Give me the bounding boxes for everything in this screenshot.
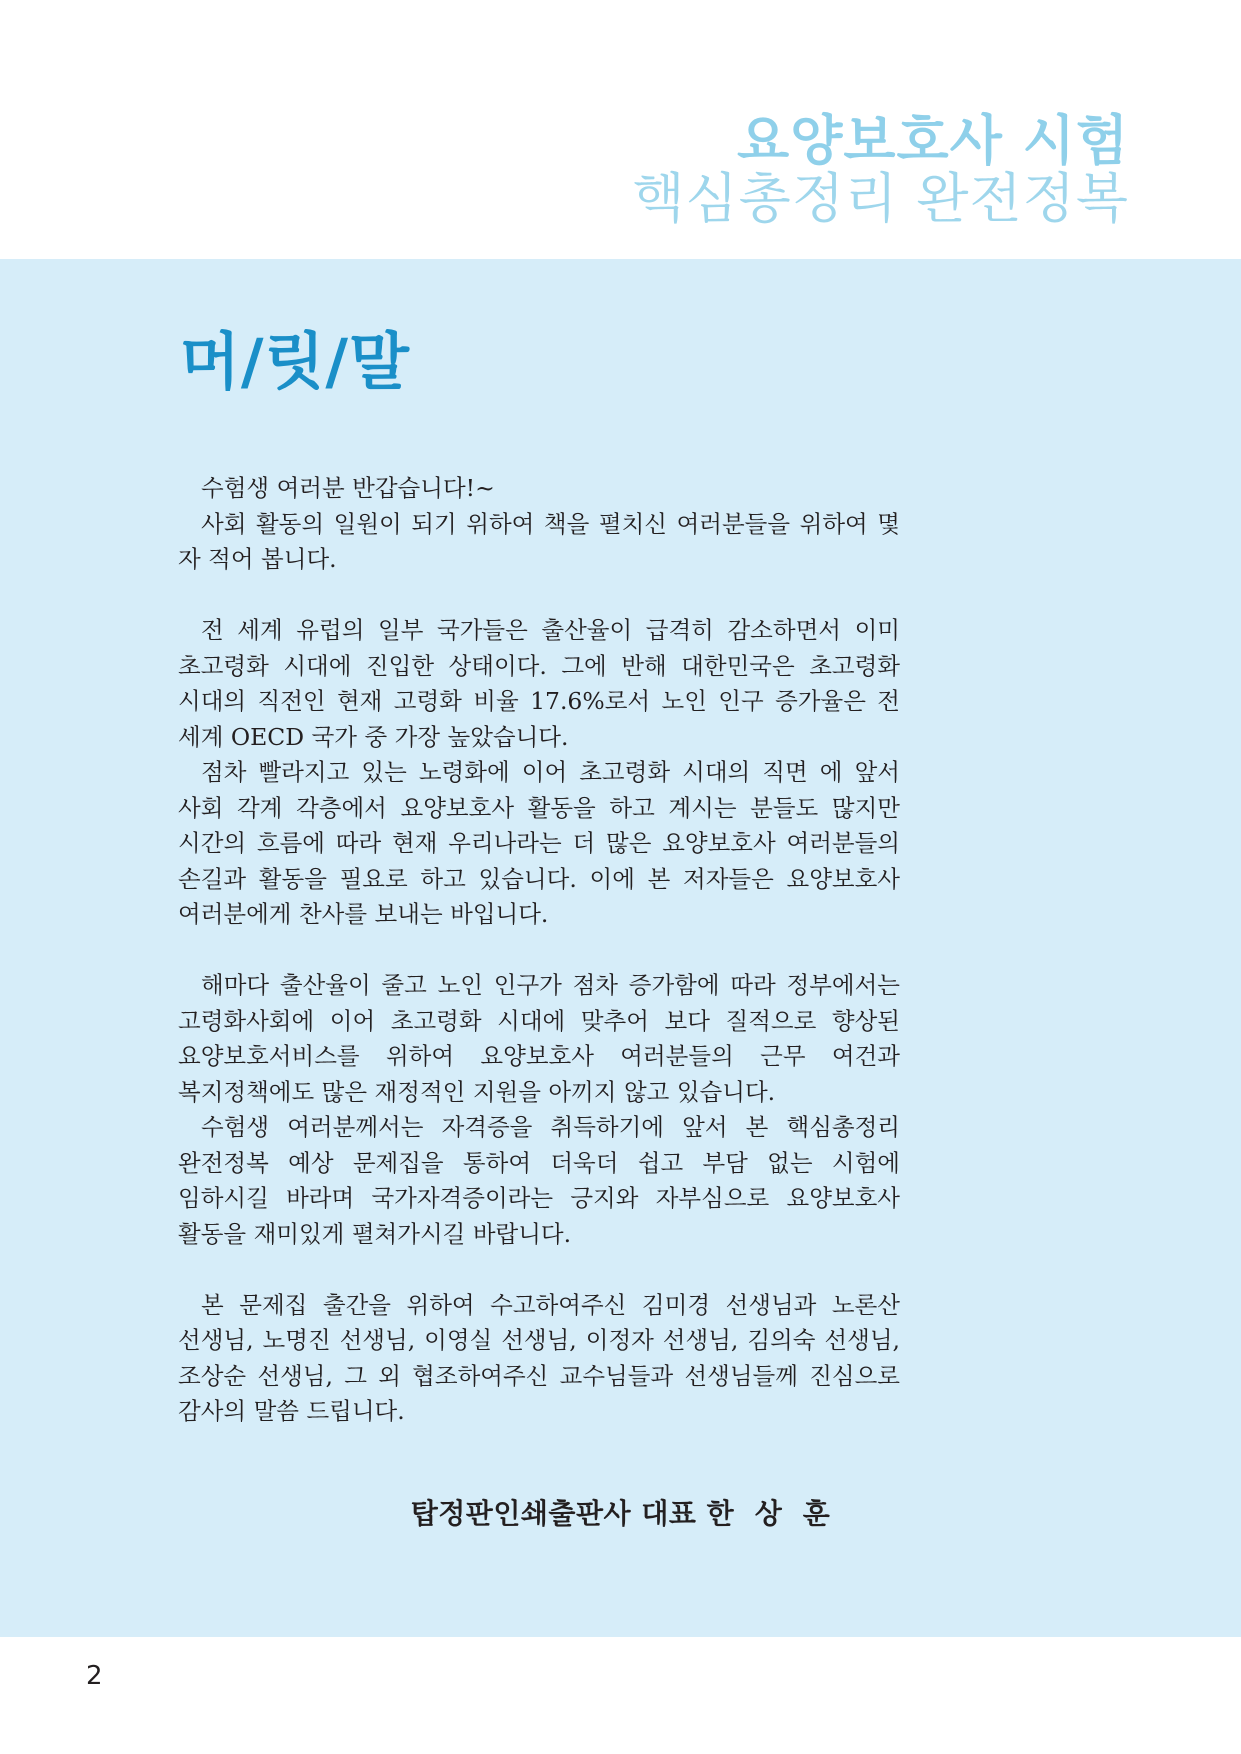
book-series-header	[632, 109, 1129, 231]
preface-paragraph: 수험생 여러분 반갑습니다!~	[201, 474, 495, 502]
page-number: 2	[86, 1661, 103, 1691]
preface-paragraph: 해마다 출산율이 줄고 노인 인구가 점차 증가함에 따라 정부에서는 고령화사회에 이어 초고령화 시대에 맞추어 보다 질적으로 향상된 요양보호서비스를 위하여 요양보호사 여러분들의 근무 여건과 복지정책에도 많은 재정적인 지원을 아끼지 않고 있습니다.	[178, 971, 900, 1106]
series-title-line2: 핵심총정리 완전정복	[632, 167, 1129, 231]
preface-paragraph: 전 세계 유럽의 일부 국가들은 출산율이 급격히 감소하면서 이미 초고령화 시대에 진입한 상태이다. 그에 반해 대한민국은 초고령화 시대의 직전인 현재 고령화 비율 17.6%로서 노인 인구 증가율은 전 세계 OECD 국가 중 가장 높았습니다.	[178, 616, 900, 751]
preface-paragraph: 수험생 여러분께서는 자격증을 취득하기에 앞서 본 핵심총정리 완전정복 예상 문제집을 통하여 더욱더 쉽고 부담 없는 시험에 임하시길 바라며 국가자격증이라는 긍지와 자부심으로 요양보호사 활동을 재미있게 펼쳐가시길 바랍니다.	[178, 1113, 900, 1248]
preface-paragraph: 본 문제집 출간을 위하여 수고하여주신 김미경 선생님과 노론산 선생님, 노명진 선생님, 이영실 선생님, 이정자 선생님, 김의숙 선생님, 조상순 선생님, 그 외 협조하여주신 교수님들과 선생님들께 진심으로 감사의 말씀 드립니다.	[178, 1290, 900, 1425]
publisher-signature: 탑정판인쇄출판사 대표 한 상 훈	[410, 1497, 831, 1530]
paragraph-spacer	[178, 578, 900, 614]
preface-paragraph: 점차 빨라지고 있는 노령화에 이어 초고령화 시대의 직면 에 앞서 사회 각계 각층에서 요양보호사 활동을 하고 계시는 분들도 많지만 시간의 흐름에 따라 현재 우리나라는 더 많은 요양보호사 여러분들의 손길과 활동을 필요로 하고 있습니다. 이에 본 저자들은 요양보호사 여러분에게 찬사를 보내는 바입니다.	[178, 758, 900, 928]
series-title-line1: 요양보호사 시험	[737, 109, 1129, 172]
preface-title: 머/릿/말	[180, 325, 410, 398]
preface-panel	[0, 259, 1241, 1637]
paragraph-spacer	[178, 1252, 900, 1288]
paragraph-spacer	[178, 933, 900, 969]
preface-paragraph: 사회 활동의 일원이 되기 위하여 책을 펼치신 여러분들을 위하여 몇 자 적어 봅니다.	[178, 509, 900, 573]
preface-body	[178, 471, 900, 1430]
